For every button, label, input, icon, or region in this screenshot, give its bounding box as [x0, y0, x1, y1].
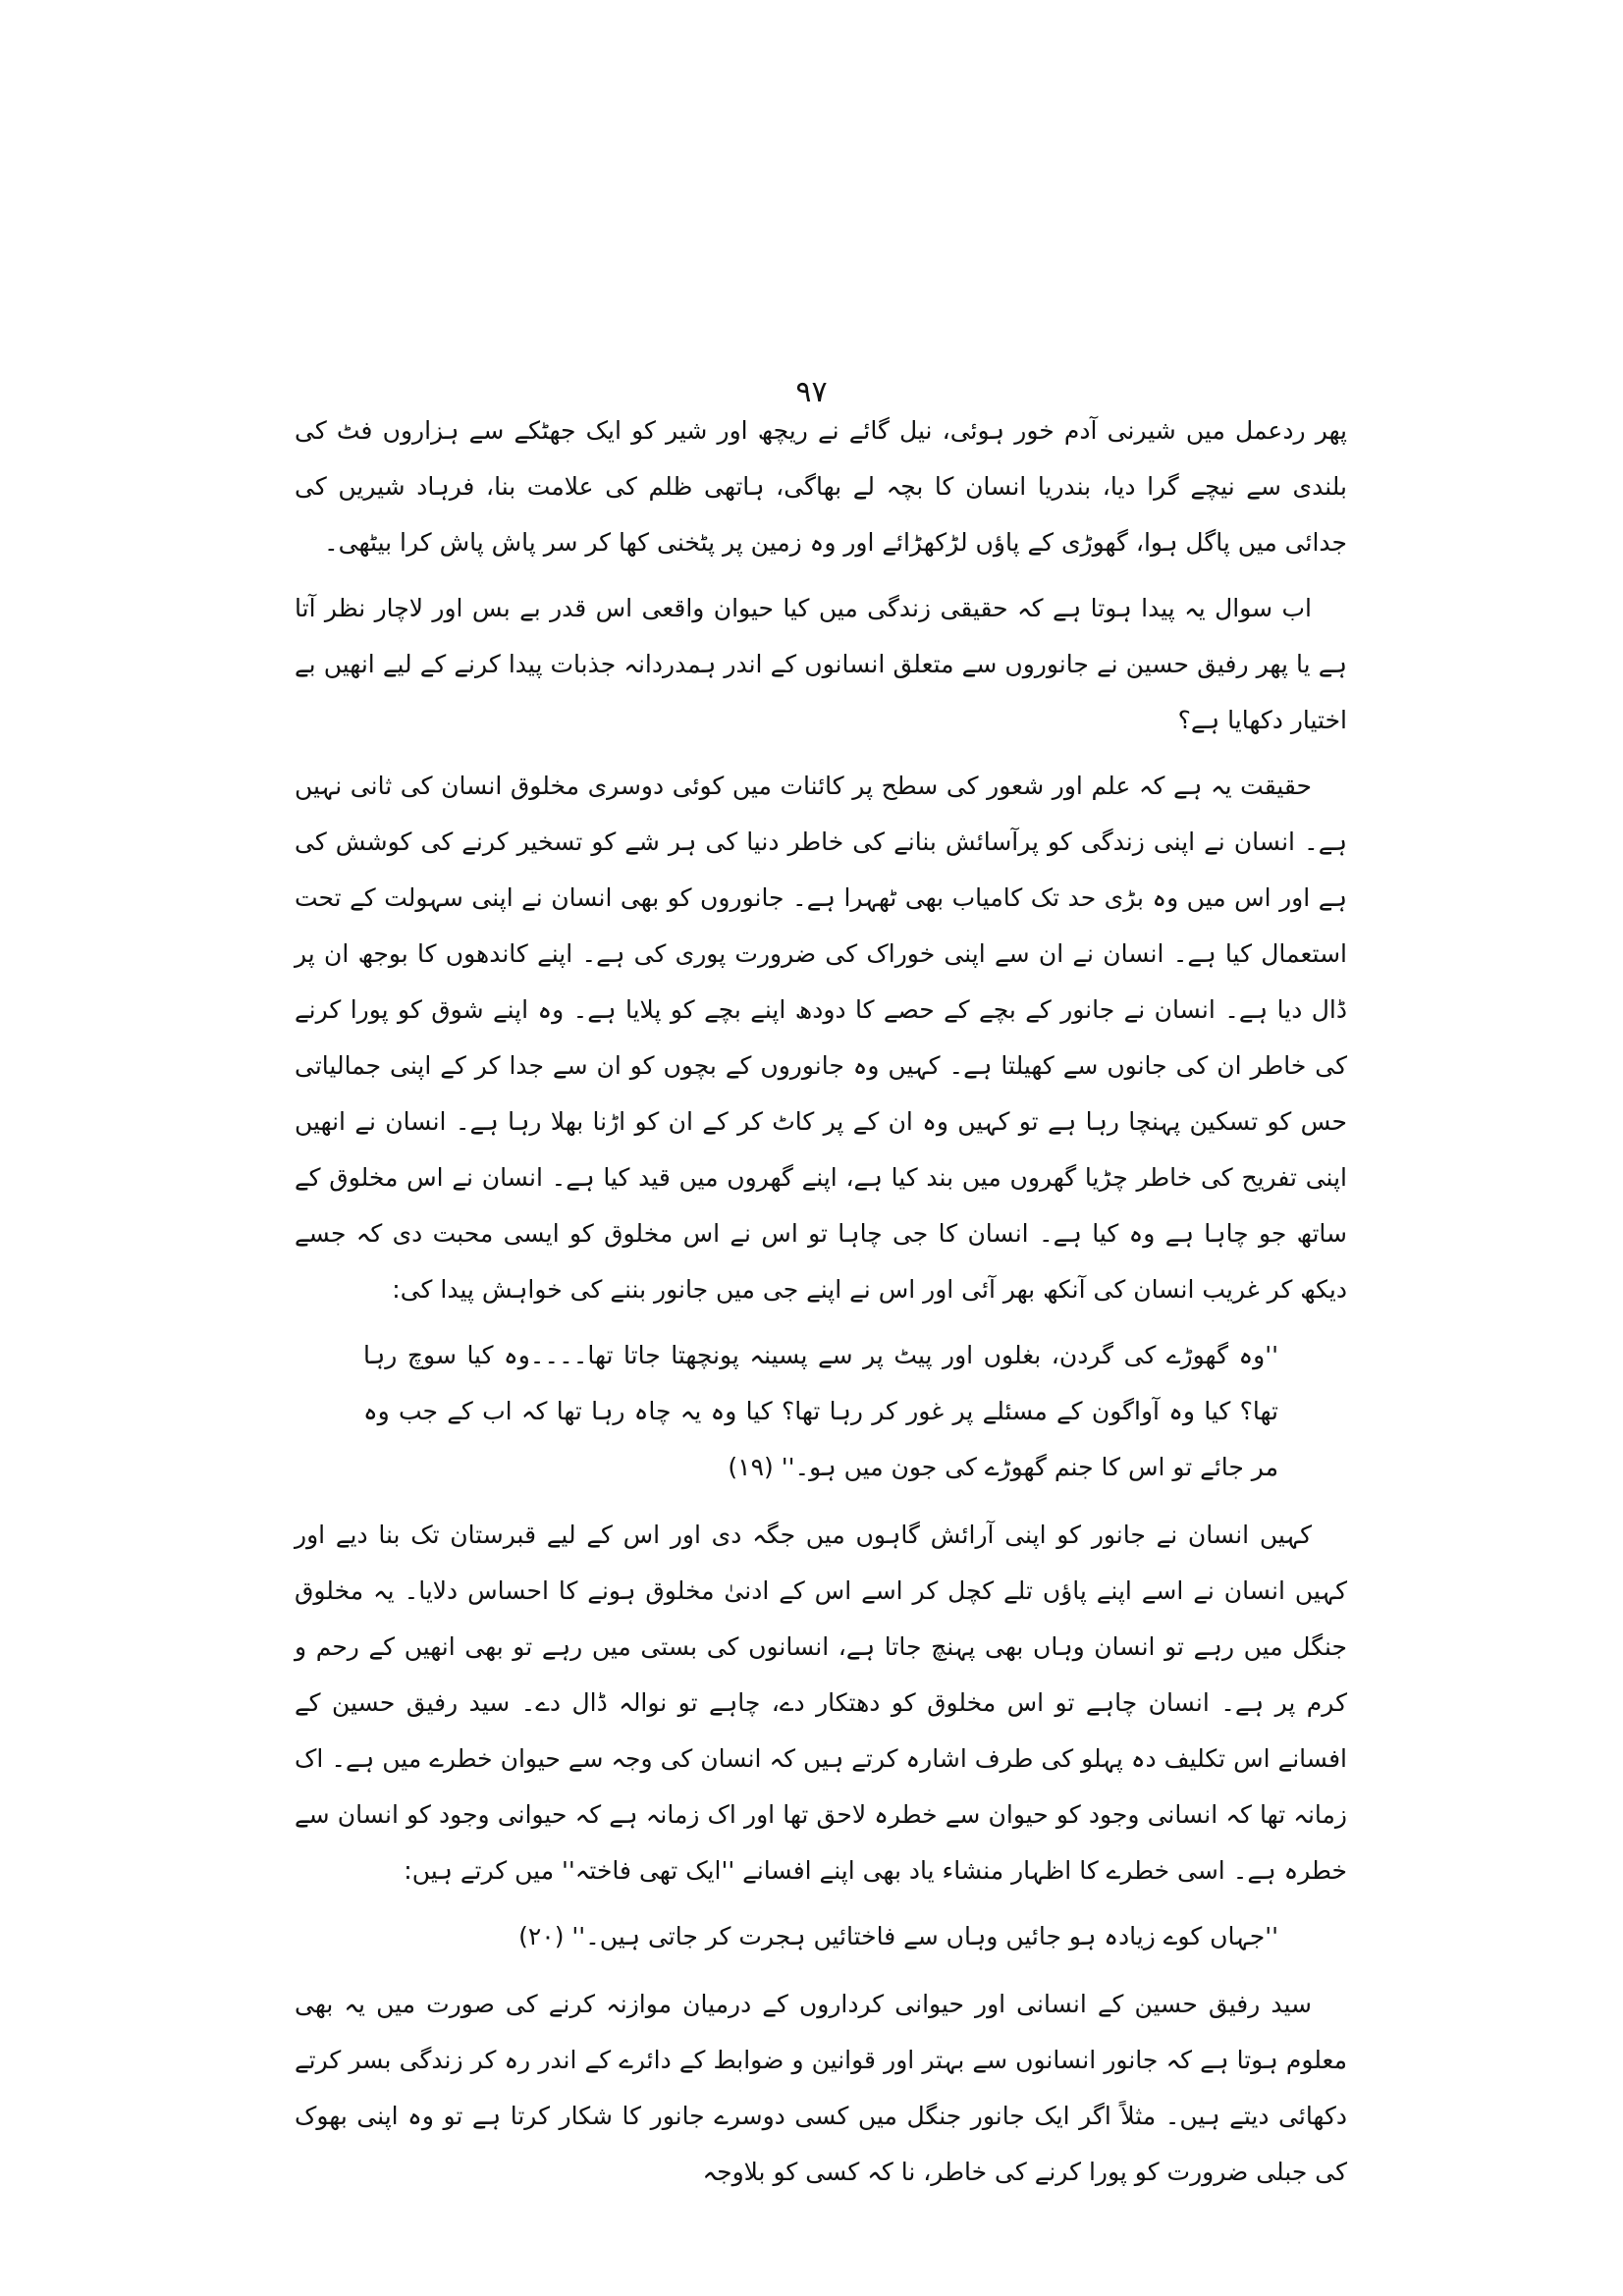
body-text	[295, 402, 1347, 2210]
paragraph-2: اب سوال یہ پیدا ہوتا ہے کہ حقیقی زندگی میں کیا حیوان واقعی اس قدر بے بس اور لاچار نظر آتا ہے یا پھر رفیق حسین نے جانوروں سے متعلق انسانوں کے اندر ہمدردانہ جذبات پیدا کرنے کے لیے انھیں بے اختیار دکھایا ہے؟	[295, 594, 1347, 734]
paragraph-4: کہیں انسان نے جانور کو اپنی آرائش گاہوں میں جگہ دی اور اس کے لیے قبرستان تک بنا دیے اور کہیں انسان نے اسے اپنے پاؤں تلے کچل کر اسے اس کے ادنیٰ مخلوق ہونے کا احساس دلایا۔ یہ مخلوق جنگل میں رہے تو انسان وہاں بھی پہنچ جاتا ہے، انسانوں کی بستی میں رہے تو بھی انھیں کے رحم و کرم پر ہے۔ انسان چاہے تو اس مخلوق کو دھتکار دے، چاہے تو نوالہ ڈال دے۔ سید رفیق حسین کے افسانے اس تکلیف دہ پہلو کی طرف اشارہ کرتے ہیں کہ انسان کی وجہ سے حیوان خطرے میں ہے۔ اک زمانہ تھا کہ انسانی وجود کو حیوان سے خطرہ لاحق تھا اور اک زمانہ ہے کہ حیوانی وجود کو انسان سے خطرہ ہے۔ اسی خطرے کا اظہار منشاء یاد بھی اپنے افسانے ''ایک تھی فاختہ'' میں کرتے ہیں:	[295, 1521, 1347, 1885]
paragraph-1: پھر ردعمل میں شیرنی آدم خور ہوئی، نیل گائے نے ریچھ اور شیر کو ایک جھٹکے سے ہزاروں فٹ کی بلندی سے نیچے گرا دیا، بندریا انسان کا بچہ لے بھاگی، ہاتھی ظلم کی علامت بنا، فرہاد شیریں کی جدائی میں پاگل ہوا، گھوڑی کے پاؤں لڑکھڑائے اور وہ زمین پر پٹخنی کھا کر سر پاش پاش کرا بیٹھی۔	[295, 416, 1347, 557]
paragraph-5: سید رفیق حسین کے انسانی اور حیوانی کرداروں کے درمیان موازنہ کرنے کی صورت میں یہ بھی معلوم ہوتا ہے کہ جانور انسانوں سے بہتر اور قوانین و ضوابط کے دائرے کے اندر رہ کر زندگی بسر کرتے دکھائی دیتے ہیں۔ مثلاً اگر ایک جانور جنگل میں کسی دوسرے جانور کا شکار کرتا ہے تو وہ اپنی بھوک کی جبلی ضرورت کو پورا کرنے کی خاطر، نا کہ کسی کو بلاوجہ	[295, 1990, 1347, 2186]
block-quote-1: ''وہ گھوڑے کی گردن، بغلوں اور پیٹ پر سے پسینہ پونچھتا جاتا تھا۔۔۔۔وہ کیا سوچ رہا تھا؟ کیا وہ آواگون کے مسئلے پر غور کر رہا تھا؟ کیا وہ یہ چاہ رہا تھا کہ اب کے جب وہ مر جائے تو اس کا جنم گھوڑے کی جون میں ہو۔'' (۱۹)	[363, 1341, 1278, 1481]
block-quote-2: ''جہاں کوے زیادہ ہو جائیں وہاں سے فاختائیں ہجرت کر جاتی ہیں۔'' (۲۰)	[518, 1922, 1278, 1950]
paragraph-3: حقیقت یہ ہے کہ علم اور شعور کی سطح پر کائنات میں کوئی دوسری مخلوق انسان کی ثانی نہیں ہے۔ انسان نے اپنی زندگی کو پرآسائش بنانے کی خاطر دنیا کی ہر شے کو تسخیر کرنے کی کوشش کی ہے اور اس میں وہ بڑی حد تک کامیاب بھی ٹھہرا ہے۔ جانوروں کو بھی انسان نے اپنی سہولت کے تحت استعمال کیا ہے۔ انسان نے ان سے اپنی خوراک کی ضرورت پوری کی ہے۔ اپنے کاندھوں کا بوجھ ان پر ڈال دیا ہے۔ انسان نے جانور کے بچے کے حصے کا دودھ اپنے بچے کو پلایا ہے۔ وہ اپنے شوق کو پورا کرنے کی خاطر ان کی جانوں سے کھیلتا ہے۔ کہیں وہ جانوروں کے بچوں کو ان سے جدا کر کے اپنی جمالیاتی حس کو تسکین پہنچا رہا ہے تو کہیں وہ ان کے پر کاٹ کر کے ان کو اڑنا بھلا رہا ہے۔ انسان نے انھیں اپنی تفریح کی خاطر چڑیا گھروں میں بند کیا ہے، اپنے گھروں میں قید کیا ہے۔ انسان نے اس مخلوق کے ساتھ جو چاہا ہے وہ کیا ہے۔ انسان کا جی چاہا تو اس نے اس مخلوق کو ایسی محبت دی کہ جسے دیکھ کر غریب انسان کی آنکھ بھر آئی اور اس نے اپنے جی میں جانور بننے کی خواہش پیدا کی:	[295, 772, 1347, 1304]
page-number: ۹۷	[795, 375, 828, 409]
